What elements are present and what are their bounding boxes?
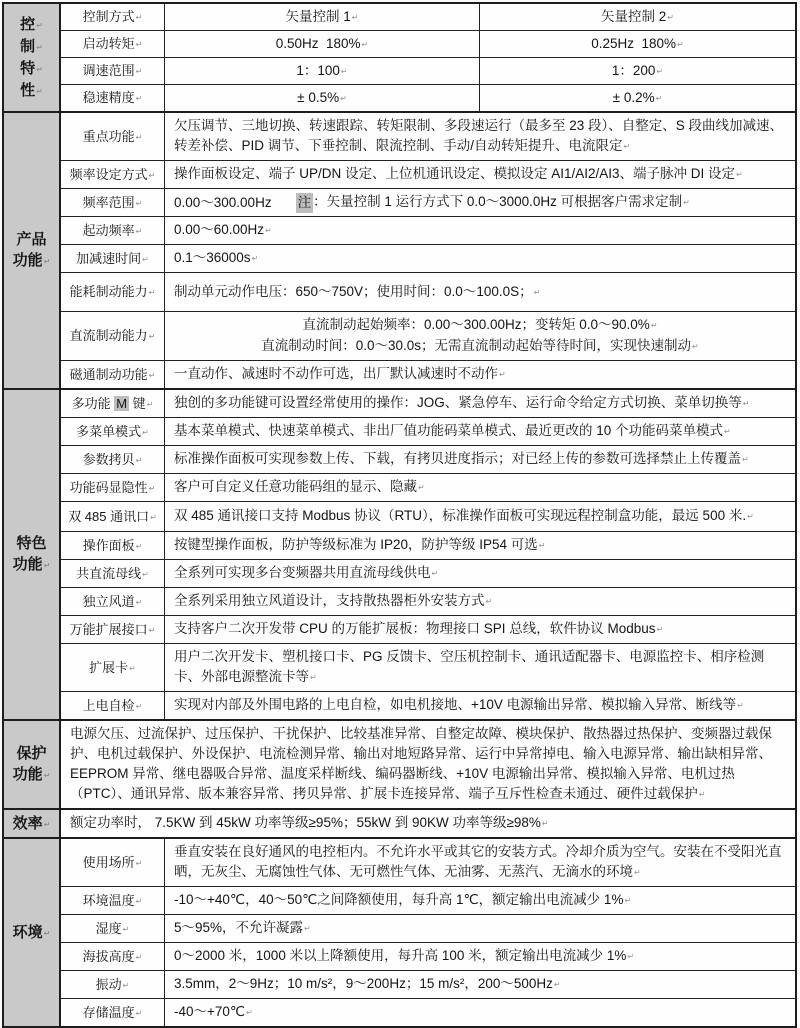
paragraph-return-mark: ↵: [742, 399, 750, 408]
paragraph-return-mark: ↵: [747, 512, 754, 521]
category-cell-product: [4, 113, 61, 388]
param-cell: [61, 943, 165, 970]
value-cell: [165, 390, 795, 417]
value-text: ：矢量控制 1 运行方式下 0.0～3000.0Hz 可根据客户需求定制↵: [313, 194, 690, 209]
section-control-characteristics: [4, 4, 795, 111]
param-label: 共直流母线↵: [76, 565, 149, 581]
param-cell: [61, 502, 165, 531]
value-cell: [165, 692, 795, 719]
value-text: 矢量控制 1↵: [285, 8, 359, 24]
spec-row-start-freq: [61, 217, 795, 245]
spec-row-installation-site: [61, 839, 795, 887]
paragraph-return-mark: ↵: [418, 483, 425, 492]
spec-row-power-on-selfcheck: [61, 692, 795, 719]
value-text: 基本菜单模式、快速菜单模式、非出厂值功能码菜单模式、最近更改的 10 个功能码菜单模式↵: [174, 423, 731, 438]
param-label: 起动频率↵: [82, 222, 143, 238]
param-cell: [61, 915, 165, 942]
param-label: 频率设定方式↵: [69, 166, 156, 182]
value-cell: [165, 616, 795, 643]
category-label: 控↵: [20, 15, 43, 33]
paragraph-return-mark: ↵: [683, 198, 690, 207]
param-cell: [61, 245, 165, 272]
paragraph-return-mark: ↵: [150, 512, 157, 522]
param-cell: [61, 273, 165, 311]
value-text: 直流制动起始频率：0.00～300.00Hz；变转矩 0.0～90.0%↵: [302, 317, 658, 332]
spec-table: [2, 2, 797, 1028]
value-text: 5～95%，不允许凝露↵: [174, 920, 311, 935]
value-text: 支持客户二次开发带 CPU 的万能扩展板：物理接口 SPI 总线，软件协议 Modbus↵: [174, 621, 664, 636]
param-label: 海拔高度↵: [82, 948, 143, 964]
param-label: 操作面板↵: [82, 537, 143, 553]
paragraph-return-mark: ↵: [698, 790, 706, 799]
param-label: [72, 395, 154, 413]
value-cell: [165, 971, 795, 998]
value-text: 0.00～300.00Hz: [174, 194, 272, 210]
section-rows: [61, 4, 795, 111]
value-text: 3.5mm，2～9Hz；10 m/s²，9～200Hz；15 m/s²，200～500Hz↵: [174, 976, 561, 991]
param-label: 万能扩展接口↵: [69, 621, 156, 637]
category-label: 性↵: [20, 81, 43, 99]
param-cell: [61, 560, 165, 587]
paragraph-return-mark: ↵: [361, 39, 369, 49]
value-text: 0.00～60.00Hz↵: [174, 222, 272, 237]
paragraph-return-mark: ↵: [43, 928, 51, 938]
paragraph-return-mark: ↵: [724, 427, 731, 436]
paragraph-return-mark: ↵: [135, 1008, 143, 1018]
value-text: 按键型操作面板，防护等级标准为 IP20，防护等级 IP54 可选↵: [174, 537, 546, 552]
spec-row-multi-menu: [61, 418, 795, 446]
value-cell-vector2: [480, 58, 795, 84]
value-cell-vector1: [165, 31, 480, 57]
param-label: 稳速精度↵: [82, 90, 143, 105]
param-label: 直流制动能力↵: [69, 328, 156, 343]
value-cell: [165, 943, 795, 970]
value-text: 标准操作面板可实现参数上传、下载，有拷贝进度指示；对已经上传的参数可选择禁止上传覆盖↵: [174, 451, 749, 466]
value-cell-vector1: [165, 58, 480, 84]
spec-row-independent-duct: [61, 588, 795, 616]
paragraph-return-mark: ↵: [148, 625, 156, 635]
paragraph-return-mark: ↵: [340, 66, 348, 76]
param-label: 能耗制动能力↵: [69, 284, 156, 299]
paragraph-return-mark: ↵: [129, 663, 136, 673]
paragraph-return-mark: ↵: [135, 858, 143, 868]
param-cell: [61, 588, 165, 615]
paragraph-return-mark: ↵: [677, 39, 684, 49]
value-text: 电源欠压、过流保护、过压保护、干扰保护、比较基准异常、自整定故障、模块保护、散热器过热保护、变频器过载保护、电机过载保护、外设保护、电流检测异常、输出对地短路异常、运行中异常掉电、输入电源异常、输出缺相异常、EEPROM 异常、继电器吸合异常、温度采样断线、编码器断线、+10V 电源输出异常、模拟输入异常、电机过热（PTC）、通讯异常、版本兼容异常、拷贝异常、扩展卡连接异常、端子互斥性检查未通过、硬件过载保护↵: [70, 726, 772, 801]
param-label: 湿度↵: [95, 920, 130, 936]
value-text: 用户二次开发卡、塑机接口卡、PG 反馈卡、空压机控制卡、通讯适配器卡、电源监控卡、相序检测卡、外部电源整流卡等↵: [174, 649, 765, 684]
param-label: 环境温度↵: [82, 892, 143, 908]
value-cell-vector1: [165, 4, 480, 30]
spec-row-funccode-visibility: [61, 474, 795, 502]
param-text: 多功能: [71, 395, 115, 411]
param-cell: [61, 31, 165, 57]
value-cell: [165, 502, 795, 531]
param-cell: [61, 474, 165, 501]
value-cell: [165, 644, 795, 691]
param-label: 控制方式↵: [82, 9, 143, 24]
param-cell: [61, 85, 165, 111]
paragraph-return-mark: ↵: [623, 142, 631, 151]
value-cell: [165, 588, 795, 615]
category-label: 特↵: [20, 59, 43, 77]
param-label: 启动转矩↵: [82, 36, 143, 51]
paragraph-return-mark: ↵: [36, 64, 43, 74]
value-cell: [165, 217, 795, 244]
value-cell: [61, 810, 795, 837]
spec-row-dual-485: [61, 502, 795, 532]
value-text: 0.1～36000s↵: [174, 250, 259, 265]
paragraph-return-mark: ↵: [148, 288, 156, 297]
spec-row-start-torque: [61, 31, 795, 58]
section-rows: [61, 839, 795, 1026]
paragraph-return-mark: ↵: [135, 198, 143, 208]
paragraph-return-mark: ↵: [43, 771, 51, 780]
section-rows: [61, 721, 795, 808]
category-label: 环境↵: [12, 923, 51, 941]
paragraph-return-mark: ↵: [736, 170, 743, 179]
value-text: 一直动作、减速时不动作可选，出厂默认减速时不动作↵: [174, 366, 506, 381]
spec-row-vibration: [61, 971, 795, 999]
value-cell: [165, 189, 795, 216]
param-cell: [61, 390, 165, 417]
spec-row-dc-braking: [61, 312, 795, 361]
param-cell: [61, 532, 165, 559]
paragraph-return-mark: ↵: [656, 625, 664, 634]
paragraph-return-mark: ↵: [634, 868, 641, 877]
value-text: 客户可自定义任意功能码组的显示、隐藏↵: [174, 479, 425, 494]
category-cell-control: [4, 4, 61, 111]
category-label: 功能↵: [12, 252, 51, 269]
value-cell: [165, 446, 795, 473]
param-label: 使用场所↵: [82, 854, 143, 870]
value-text: ± 0.5%↵: [297, 89, 347, 105]
spec-row-efficiency: [61, 810, 795, 837]
value-cell-vector2: [480, 85, 795, 111]
paragraph-return-mark: ↵: [148, 170, 156, 180]
value-cell: [165, 161, 795, 188]
value-cell: [165, 887, 795, 914]
param-label: 加减速时间↵: [76, 250, 149, 266]
value-text: -10～+40℃，40～50℃之间降额使用，每升高 1℃，额定输出电流减少 1%↵: [174, 892, 632, 907]
paragraph-return-mark: ↵: [135, 94, 143, 103]
value-cell: [165, 999, 795, 1026]
value-text: 独创的多功能键可设置经常使用的操作：JOG、紧急停车、运行命令给定方式切换、菜单切换等↵: [174, 395, 750, 410]
category-label: 产品: [16, 231, 47, 248]
paragraph-return-mark: ↵: [122, 924, 130, 934]
param-cell: [61, 971, 165, 998]
param-cell: [61, 446, 165, 473]
param-label: 扩展卡↵: [89, 659, 136, 675]
section-rows: [61, 390, 795, 719]
value-cell: [61, 721, 795, 808]
paragraph-return-mark: ↵: [351, 12, 359, 22]
paragraph-return-mark: ↵: [36, 42, 43, 52]
value-cell: [165, 839, 795, 886]
param-label: 参数拷贝↵: [82, 451, 143, 467]
paragraph-return-mark: ↵: [737, 701, 744, 710]
paragraph-return-mark: ↵: [36, 20, 43, 30]
value-text: 额定功率时， 7.5KW 到 45kW 功率等级≥95%；55kW 到 90KW 功率等级≥98%↵: [70, 815, 549, 830]
paragraph-return-mark: ↵: [650, 321, 658, 330]
spec-row-speed-range: [61, 58, 795, 85]
spec-row-accel-time: [61, 245, 795, 273]
spec-row-key-functions: [61, 113, 795, 161]
value-text: 双 485 通讯接口支持 Modbus 协议（RTU），标准操作面板可实现远程控制盒功能，最远 500 米.↵: [174, 508, 754, 523]
value-text: 实现对内部及外围电路的上电自检，如电机接地、+10V 电源输出异常、模拟输入异常、断线等↵: [174, 697, 744, 712]
paragraph-return-mark: ↵: [142, 427, 149, 437]
param-cell: [61, 113, 165, 160]
param-label: 双 485 通讯口↵: [68, 508, 157, 524]
value-text: 全系列可实现多台变频器共用直流母线供电↵: [174, 565, 439, 580]
spec-row-universal-expansion: [61, 616, 795, 644]
paragraph-return-mark: ↵: [627, 952, 635, 961]
value-cell: [165, 312, 795, 360]
paragraph-return-mark: ↵: [135, 701, 143, 711]
param-cell: [61, 644, 165, 691]
param-cell: [61, 418, 165, 445]
paragraph-return-mark: ↵: [655, 93, 663, 103]
spec-row-protection: [61, 721, 795, 808]
paragraph-return-mark: ↵: [142, 569, 149, 579]
param-label: 振动↵: [95, 976, 130, 992]
paragraph-return-mark: ↵: [246, 1008, 253, 1017]
paragraph-return-mark: ↵: [43, 257, 51, 266]
value-cell: [165, 273, 795, 311]
spec-row-dynamic-braking: [61, 273, 795, 312]
paragraph-return-mark: ↵: [36, 86, 43, 96]
param-cell: [61, 839, 165, 886]
param-cell: [61, 58, 165, 84]
param-cell: [61, 692, 165, 719]
section-environment: [4, 837, 795, 1026]
paragraph-return-mark: ↵: [135, 952, 143, 962]
value-text: -40～+70℃↵: [174, 1004, 253, 1019]
category-label: 保护: [16, 745, 47, 762]
paragraph-return-mark: ↵: [148, 483, 156, 493]
value-text: 全系列采用独立风道设计，支持散热器柜外安装方式↵: [174, 593, 493, 608]
paragraph-return-mark: ↵: [431, 569, 439, 578]
paragraph-return-mark: ↵: [135, 541, 143, 551]
paragraph-return-mark: ↵: [135, 13, 143, 22]
spec-row-dc-bus: [61, 560, 795, 588]
value-cell: [165, 915, 795, 942]
category-cell-efficiency: [4, 810, 61, 837]
param-cell: [61, 616, 165, 643]
paragraph-return-mark: ↵: [148, 370, 156, 380]
value-text: 直流制动时间：0.0～30.0s；无需直流制动起始等待时间，实现快速制动↵: [261, 338, 699, 353]
section-product-functions: [4, 111, 795, 388]
paragraph-return-mark: ↵: [251, 254, 259, 263]
param-label: 功能码显隐性↵: [69, 479, 156, 495]
param-cell: [61, 361, 165, 388]
section-special-features: [4, 388, 795, 719]
paragraph-return-mark: ↵: [553, 980, 561, 989]
value-text: 0.25Hz 180%↵: [591, 35, 684, 51]
category-cell-protection: [4, 721, 61, 808]
value-text: 矢量控制 2↵: [601, 8, 674, 24]
spec-row-humidity: [61, 915, 795, 943]
param-label: 存储温度↵: [82, 1004, 143, 1020]
param-label: 上电自检↵: [82, 697, 143, 713]
category-cell-environment: [4, 839, 61, 1026]
param-label: 独立风道↵: [82, 593, 143, 609]
spec-row-flux-braking: [61, 361, 795, 388]
paragraph-return-mark: ↵: [310, 673, 317, 682]
paragraph-return-mark: ↵: [142, 254, 149, 264]
section-protection-functions: [4, 719, 795, 808]
paragraph-return-mark: ↵: [692, 342, 699, 351]
paragraph-return-mark: ↵: [742, 455, 749, 464]
category-cell-feature: [4, 390, 61, 719]
paragraph-return-mark: ↵: [340, 93, 347, 103]
spec-row-param-copy: [61, 446, 795, 474]
param-cell: [61, 887, 165, 914]
value-text: 欠压调节、三地切换、转速跟踪、转矩限制、多段速运行（最多至 23 段）、自整定、S 段曲线加减速、转差补偿、PID 调节、下垂控制、限流控制、手动/自动转矩提升、电流限定↵: [174, 118, 784, 153]
paragraph-return-mark: ↵: [135, 455, 143, 465]
spec-row-freq-range: [61, 189, 795, 217]
value-cell: [165, 245, 795, 272]
category-label: 效率↵: [12, 814, 51, 832]
param-cell: [61, 189, 165, 216]
spec-row-operation-panel: [61, 532, 795, 560]
value-text: 0.50Hz 180%↵: [275, 35, 369, 51]
spec-row-altitude: [61, 943, 795, 971]
param-cell: [61, 217, 165, 244]
value-text: 0～2000 米，1000 米以上降额使用，每升高 100 米，额定输出电流减少 1%↵: [174, 948, 635, 963]
spec-row-multifunction-m-key: [61, 390, 795, 418]
paragraph-return-mark: ↵: [146, 399, 154, 409]
spec-row-expansion-cards: [61, 644, 795, 692]
section-rows: [61, 810, 795, 837]
param-label: 磁通制动功能↵: [69, 366, 156, 382]
param-label: 频率范围↵: [82, 194, 143, 210]
category-label: 制↵: [20, 37, 43, 55]
paragraph-return-mark: ↵: [135, 896, 143, 906]
note-mark-highlight: 注: [296, 193, 314, 213]
paragraph-return-mark: ↵: [122, 980, 130, 990]
paragraph-return-mark: ↵: [43, 561, 51, 570]
paragraph-return-mark: ↵: [135, 67, 143, 76]
param-cell: [61, 4, 165, 30]
value-cell-vector2: [480, 4, 795, 30]
value-text: 1：200↵: [611, 62, 664, 78]
paragraph-return-mark: ↵: [135, 132, 143, 142]
paragraph-return-mark: ↵: [148, 332, 156, 341]
param-label: 多菜单模式↵: [76, 423, 149, 439]
value-cell: [165, 113, 795, 160]
paragraph-return-mark: ↵: [304, 924, 311, 933]
paragraph-return-mark: ↵: [135, 40, 143, 49]
spec-row-storage-temperature: [61, 999, 795, 1026]
param-cell: [61, 161, 165, 188]
value-cell-vector2: [480, 31, 795, 57]
param-text: 键↵: [129, 395, 154, 411]
value-text: 垂直安装在良好通风的电控柜内。不允许水平或其它的安装方式。冷却介质为空气。安装在不受阳光直晒，无灰尘、无腐蚀性气体、无可燃性气体、无油雾、无蒸汽、无滴水的环境↵: [174, 844, 782, 879]
paragraph-return-mark: ↵: [43, 819, 51, 829]
spec-row-ambient-temperature: [61, 887, 795, 915]
paragraph-return-mark: ↵: [135, 226, 143, 236]
paragraph-return-mark: ↵: [533, 287, 541, 297]
param-cell: [61, 312, 165, 360]
value-text: 制动单元动作电压：650～750V；使用时间：0.0～100.0S；↵: [174, 283, 541, 299]
paragraph-return-mark: ↵: [624, 896, 632, 905]
value-cell-vector1: [165, 85, 480, 111]
param-label: 调速范围↵: [82, 63, 143, 78]
category-label: 特色: [16, 535, 47, 552]
value-cell: [165, 418, 795, 445]
paragraph-return-mark: ↵: [135, 597, 143, 607]
value-text: ± 0.2%↵: [612, 89, 663, 105]
paragraph-return-mark: ↵: [265, 226, 272, 235]
category-label: 功能↵: [12, 766, 51, 783]
section-efficiency: [4, 808, 795, 837]
spec-row-control-mode: [61, 4, 795, 31]
section-rows: [61, 113, 795, 388]
value-text: 1：100↵: [296, 62, 348, 78]
value-cell: [165, 532, 795, 559]
param-cell: [61, 999, 165, 1026]
spec-row-speed-accuracy: [61, 85, 795, 111]
m-key-highlight: M: [116, 395, 128, 411]
param-label: 重点功能↵: [82, 128, 143, 144]
value-cell: [165, 474, 795, 501]
paragraph-return-mark: ↵: [499, 370, 506, 379]
paragraph-return-mark: ↵: [485, 597, 493, 606]
value-text: 操作面板设定、端子 UP/DN 设定、上位机通讯设定、模拟设定 AI1/AI2/AI3、端子脉冲 DI 设定↵: [174, 166, 743, 181]
paragraph-return-mark: ↵: [667, 12, 674, 22]
paragraph-return-mark: ↵: [656, 66, 664, 76]
paragraph-return-mark: ↵: [538, 541, 546, 550]
spec-row-freq-setting: [61, 161, 795, 189]
paragraph-return-mark: ↵: [541, 819, 549, 828]
value-cell: [165, 361, 795, 388]
value-cell: [165, 560, 795, 587]
category-label: 功能↵: [12, 556, 51, 573]
